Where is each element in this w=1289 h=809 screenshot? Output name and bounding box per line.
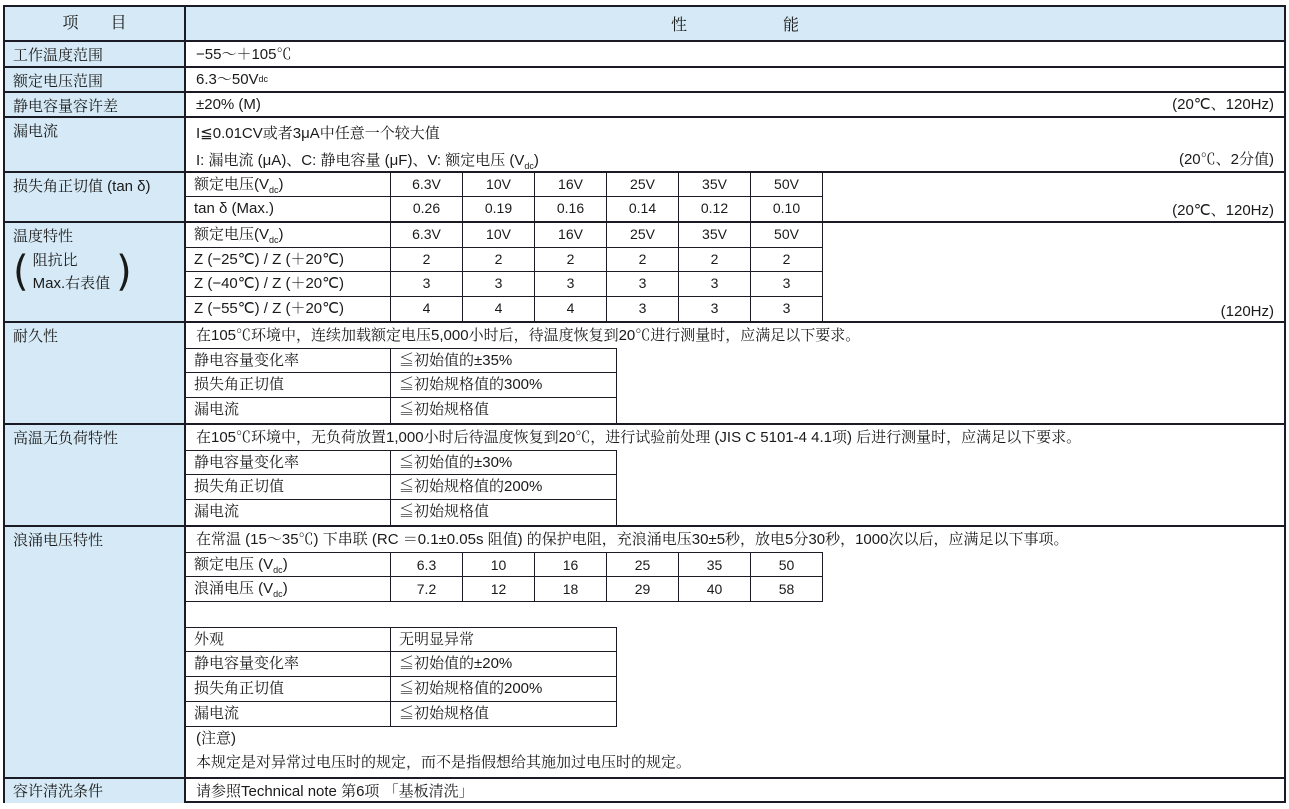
z40-row-label: Z (−40℃) / Z (＋20℃) [186, 272, 391, 297]
value-text: ) [278, 176, 284, 193]
cleaning-value: 请参照Technical note 第6项 「基板清洗」 [196, 782, 474, 800]
row-rated-voltage [5, 68, 1284, 93]
table-cell: 6.3V [391, 223, 463, 248]
table-cell: 58 [751, 577, 823, 602]
table-cell: 16V [535, 173, 607, 197]
spec-value: ≦初始规格值的300% [391, 373, 617, 398]
spec-value: 无明显异常 [391, 627, 617, 652]
spec-name: 外观 [186, 627, 391, 652]
row-high-temp-no-load [5, 425, 1284, 527]
table-cell: 35 [679, 552, 751, 577]
temp-sublabels [29, 249, 117, 295]
table-cell: 3 [607, 297, 679, 322]
table-header-row [5, 7, 1284, 42]
table-cell: 10 [463, 552, 535, 577]
value-text: 额定电压 (V [194, 556, 274, 573]
surge-voltage-table [186, 552, 1284, 602]
spec-name: 漏电流 [186, 702, 391, 727]
table-cell: 4 [463, 297, 535, 322]
table-cell: 2 [751, 248, 823, 273]
leakage-current-value [186, 118, 1284, 171]
value-subscript: dc [258, 74, 269, 84]
table-cell: 3 [607, 272, 679, 297]
row-endurance [5, 323, 1284, 425]
table-cell: 6.3 [391, 552, 463, 577]
row-surge-voltage [5, 527, 1284, 779]
spec-name: 损失角正切值 [186, 373, 391, 398]
leakage-formula: I≦0.01CV或者3μA中任意一个较大值 [196, 125, 440, 142]
value-text: 额定电压(V [194, 226, 270, 243]
spec-value: ≦初始规格值 [391, 398, 617, 423]
table-cell: 35V [679, 223, 751, 248]
spacer [186, 602, 1284, 627]
close-paren: ) [116, 247, 132, 297]
spec-value: ≦初始规格值的200% [391, 475, 617, 500]
table-cell: 16V [535, 223, 607, 248]
spec-name: 损失角正切值 [186, 677, 391, 702]
table-cell: 12 [463, 577, 535, 602]
voltage-row-label [186, 173, 391, 197]
tan-row-label: tan δ (Max.) [186, 197, 391, 221]
table-cell: 2 [679, 248, 751, 273]
value-subscript: dc [273, 589, 283, 599]
table-cell: 0.19 [463, 197, 535, 221]
spec-value: ≦初始规格值的200% [391, 677, 617, 702]
spec-name: 漏电流 [186, 398, 391, 423]
value-text: ±20% (M) [196, 96, 261, 113]
spec-name: 静电容量变化率 [186, 348, 391, 373]
value-text: 额定电压(V [194, 176, 270, 193]
open-paren: ( [13, 247, 29, 297]
temp-paren-group [13, 249, 180, 295]
temperature-content [186, 223, 1284, 321]
item-label [5, 223, 186, 321]
table-cell: 25 [607, 552, 679, 577]
row-operating-temp [5, 42, 1284, 68]
item-label: 浪涌电压特性 [5, 527, 186, 777]
spec-value: ≦初始规格值 [391, 500, 617, 525]
item-label: 额定电压范围 [5, 68, 186, 91]
value-text: ) [282, 580, 288, 597]
condition-note: (20℃、120Hz) [1172, 96, 1274, 113]
table-cell: 10V [463, 173, 535, 197]
spec-value: ≦初始规格值 [391, 702, 617, 727]
table-cell: 0.26 [391, 197, 463, 221]
value-subscript: dc [269, 185, 279, 195]
table-cell: 2 [463, 248, 535, 273]
table-cell: 40 [679, 577, 751, 602]
surge-note-title: (注意) [196, 730, 236, 747]
temp-title: 温度特性 [13, 228, 74, 245]
value-text: ) [282, 556, 288, 573]
table-cell: 4 [391, 297, 463, 322]
table-cell: 3 [391, 272, 463, 297]
spec-value: ≦初始值的±35% [391, 348, 617, 373]
condition-note: (20℃、120Hz) [1172, 202, 1274, 219]
row-tan-delta [5, 173, 1284, 223]
performance-spec-table [3, 5, 1286, 803]
high-temp-intro: 在105℃环境中，无负荷放置1,000小时后待温度恢复到20℃，进行试验前处理 (JIS C 5101-4 4.1项) 后进行测量时，应满足以下要求。 [196, 429, 1082, 446]
item-label: 静电容量容许差 [5, 93, 186, 116]
temperature-table [186, 223, 1284, 321]
condition-note: (120Hz) [1220, 303, 1274, 320]
surge-spec-table [186, 627, 1284, 727]
table-cell: 2 [391, 248, 463, 273]
value-text: ) [278, 226, 284, 243]
impedance-ratio-label: 阻抗比 [32, 252, 78, 269]
header-performance: 性 能 [186, 7, 1284, 40]
value-text: 6.3～50V [196, 71, 259, 88]
voltage-row-label [186, 223, 391, 248]
tan-delta-content [186, 173, 1284, 221]
endurance-content [186, 323, 1284, 423]
value-text: ) [533, 152, 539, 169]
item-label: 损失角正切值 (tan δ) [5, 173, 186, 221]
table-cell: 25V [607, 223, 679, 248]
row-cleaning [5, 779, 1284, 803]
value-subscript: dc [269, 235, 279, 245]
rated-voltage-row-label [186, 552, 391, 577]
table-cell: 3 [751, 272, 823, 297]
table-cell: 2 [607, 248, 679, 273]
table-cell: 35V [679, 173, 751, 197]
table-cell: 0.10 [751, 197, 823, 221]
table-cell: 50V [751, 173, 823, 197]
value-subscript: dc [524, 161, 534, 171]
condition-note: (20℃、2分值) [1178, 151, 1274, 168]
spec-name: 损失角正切值 [186, 475, 391, 500]
table-cell: 10V [463, 223, 535, 248]
spec-value: ≦初始值的±20% [391, 652, 617, 677]
value-text: I: 漏电流 (μA)、C: 静电容量 (μF)、V: 额定电压 (V [196, 152, 525, 169]
high-temp-content [186, 425, 1284, 525]
table-cell: 0.14 [607, 197, 679, 221]
max-table-label: Max.右表值 [32, 275, 111, 292]
table-cell: 18 [535, 577, 607, 602]
high-temp-spec-table [186, 450, 1284, 525]
item-label: 工作温度范围 [5, 42, 186, 66]
table-cell: 3 [463, 272, 535, 297]
endurance-spec-table [186, 348, 1284, 423]
z25-row-label: Z (−25℃) / Z (＋20℃) [186, 248, 391, 273]
table-cell: 3 [679, 272, 751, 297]
z55-row-label: Z (−55℃) / Z (＋20℃) [186, 297, 391, 322]
endurance-intro: 在105℃环境中，连续加载额定电压5,000小时后，待温度恢复到20℃进行测量时，应满足以下要求。 [196, 327, 861, 344]
table-cell: 0.16 [535, 197, 607, 221]
row-leakage-current [5, 118, 1284, 173]
surge-note-body: 本规定是对异常过电压时的规定，而不是指假想给其施加过电压时的规定。 [196, 754, 692, 771]
table-cell: 3 [751, 297, 823, 322]
cap-tolerance-value [186, 93, 1284, 116]
item-label: 耐久性 [5, 323, 186, 423]
table-cell: 25V [607, 173, 679, 197]
row-cap-tolerance [5, 93, 1284, 118]
spec-name: 漏电流 [186, 500, 391, 525]
row-temperature [5, 223, 1284, 323]
table-cell: 29 [607, 577, 679, 602]
spec-name: 静电容量变化率 [186, 450, 391, 475]
table-cell: 0.12 [679, 197, 751, 221]
spec-name: 静电容量变化率 [186, 652, 391, 677]
item-label: 容许清洗条件 [5, 779, 186, 803]
table-cell: 3 [535, 272, 607, 297]
rated-voltage-value [186, 68, 1284, 91]
operating-temp-value: −55～＋105℃ [196, 45, 292, 63]
table-cell: 50 [751, 552, 823, 577]
table-cell: 3 [679, 297, 751, 322]
table-cell: 16 [535, 552, 607, 577]
table-cell: 4 [535, 297, 607, 322]
table-cell: 2 [535, 248, 607, 273]
spec-value: ≦初始值的±30% [391, 450, 617, 475]
header-item: 项 目 [5, 7, 186, 40]
table-cell: 7.2 [391, 577, 463, 602]
item-label: 漏电流 [5, 118, 186, 171]
table-cell: 50V [751, 223, 823, 248]
table-cell: 6.3V [391, 173, 463, 197]
surge-voltage-row-label [186, 577, 391, 602]
surge-intro: 在常温 (15～35℃) 下串联 (RC ＝0.1±0.05s 阻值) 的保护电阻，充浪涌电压30±5秒，放电5分30秒，1000次以后，应满足以下事项。 [196, 531, 1069, 548]
tan-delta-table [186, 173, 1284, 221]
value-subscript: dc [273, 565, 283, 575]
surge-content [186, 527, 1284, 777]
value-text: 浪涌电压 (V [194, 580, 274, 597]
item-label: 高温无负荷特性 [5, 425, 186, 525]
